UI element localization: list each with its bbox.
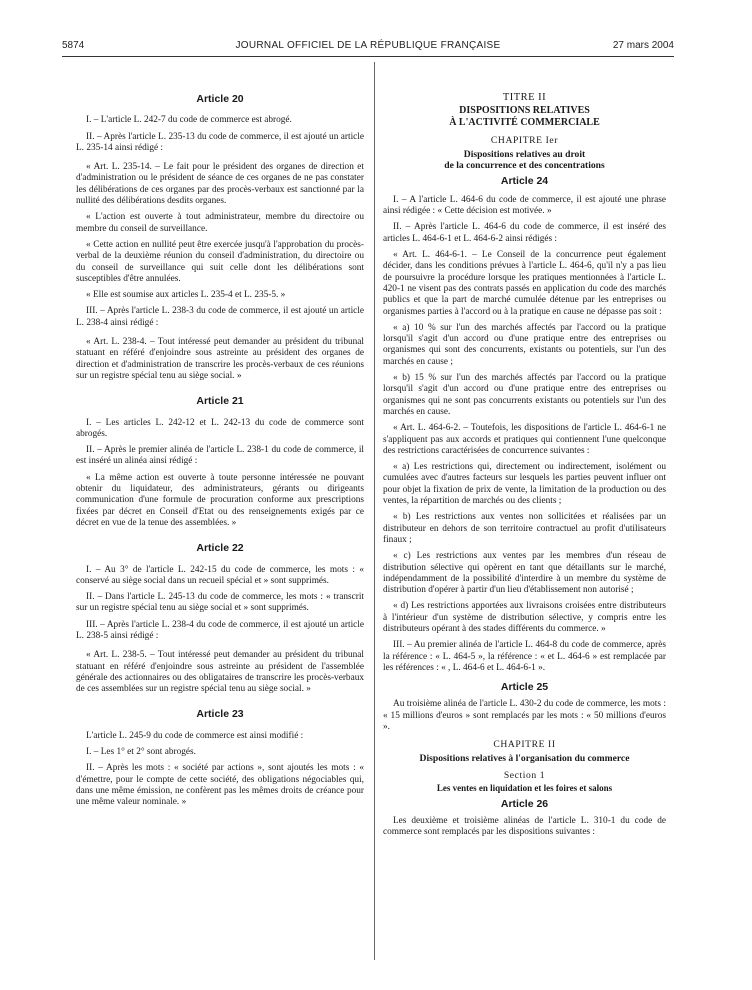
article-21-heading: Article 21	[196, 395, 244, 408]
chapter-2-subtitle: Dispositions relatives à l'organisation du commerce	[419, 752, 630, 764]
chapter-1-heading: CHAPITRE Ier	[490, 135, 559, 147]
paragraph: III. – Après l'article L. 238-4 du code de commerce, il est ajouté un article L. 238-5 ainsi rédigé :	[76, 619, 364, 641]
chapter-2-heading: CHAPITRE II	[493, 739, 556, 751]
article-23-heading: Article 23	[196, 708, 244, 721]
paragraph: « Art. L. 235-14. – Le fait pour le président des organes de direction et d'administration ou le président de séance de ces organes de ne pas constater les délibérations de ces organes par des procès-verbaux est sanctionné par la nullité des délibérations desdits organes.	[76, 162, 364, 207]
paragraph: « a) Les restrictions qui, directement ou indirectement, isolément ou cumulées avec d'autres facteurs sur lesquels les parties peuvent influer ont pour objet la fixation de prix de vente, la limitation de la production ou des ventes, la répartition de marchés ou des clients ;	[383, 462, 666, 507]
section-1-subtitle: Les ventes en liquidation et les foires et salons	[436, 783, 613, 794]
section-1-heading: Section 1	[503, 770, 546, 782]
paragraph: I. – Les 1° et 2° sont abrogés.	[86, 747, 196, 758]
paragraph: I. – L'article L. 242-7 du code de commerce est abrogé.	[86, 115, 292, 126]
paragraph: « c) Les restrictions aux ventes par les membres d'un réseau de distribution sélective qui opèrent en tant que détaillants sur le marché, indépendamment de la possibilité d'interdire à un membre du système de distribution d'opérer à partir d'un lieu d'établissement non autorisé ;	[383, 551, 666, 596]
paragraph: « Art. L. 464-6-1. – Le Conseil de la concurrence peut également décider, dans les conditions prévues à l'article L. 464-6, qu'il n'y a pas lieu de poursuivre la procédure lorsque les pratiques mentionnées à l'article L. 420-1 ne visent pas des contrats passés en application du code des marchés publics et que la part de marché cumulée détenue par les entreprises ou organismes parties à l'accord ou à la pratique en cause ne dépasse pas soit :	[383, 250, 666, 317]
paragraph: « a) 10 % sur l'un des marchés affectés par l'accord ou la pratique lorsqu'il s'agit d'un accord ou d'une pratique entre des entreprises ou organismes qui sont des concurrents, existants ou potentiels, sur l'un des marchés en cause ;	[383, 322, 666, 367]
paragraph: « Art. L. 464-6-2. – Toutefois, les dispositions de l'article L. 464-6-1 ne s'appliquent pas aux accords et pratiques qui contiennent l'une quelconque des restrictions caractérisées de concurrence suivantes :	[383, 423, 666, 456]
paragraph: III. – Après l'article L. 238-3 du code de commerce, il est ajouté un article L. 238-4 ainsi rédigé :	[76, 306, 364, 328]
paragraph: « Cette action en nullité peut être exercée jusqu'à l'approbation du procès-verbal de la deuxième réunion du conseil d'administration, du directoire ou du conseil de surveillance qui suit celle dont les délibérations sont susceptibles d'être annulées.	[76, 239, 364, 284]
paragraph: I. – A l'article L. 464-6 du code de commerce, il est ajouté une phrase ainsi rédigée : « Cette décision est motivée. »	[383, 194, 666, 217]
titre-subtitle-line: DISPOSITIONS RELATIVES	[459, 105, 590, 117]
titre-heading: TITRE II	[502, 92, 547, 103]
article-22-heading: Article 22	[196, 542, 244, 555]
page-header	[62, 40, 674, 54]
paragraph: L'article L. 245-9 du code de commerce est ainsi modifié :	[86, 730, 304, 741]
paragraph: II. – Après l'article L. 464-6 du code de commerce, il est inséré des articles L. 464-6-1 et L. 464-6-2 ainsi rédigés :	[383, 222, 666, 244]
journal-title: JOURNAL OFFICIEL DE LA RÉPUBLIQUE FRANÇAISE	[235, 40, 501, 51]
paragraph: « L'action est ouverte à tout administrateur, membre du directoire ou membre du conseil de surveillance.	[76, 212, 364, 234]
paragraph: « Elle est soumise aux articles L. 235-4 et L. 235-5. »	[86, 290, 286, 301]
paragraph: « b) Les restrictions aux ventes non sollicitées et réalisées par un distributeur en dehors de son territoire contractuel au profit d'utilisateurs finaux ;	[383, 512, 666, 545]
paragraph: « d) Les restrictions apportées aux livraisons croisées entre distributeurs à l'intérieur d'un système de distribution sélective, y compris entre les distributeurs opérant à des stades différents du commerce. »	[383, 601, 666, 634]
paragraph: Au troisième alinéa de l'article L. 430-2 du code de commerce, les mots : « 15 millions d'euros » sont remplacés par les mots : « 50 millions d'euros ».	[383, 699, 666, 733]
header-rule	[62, 56, 674, 57]
paragraph: I. – Les articles L. 242-12 et L. 242-13 du code de commerce sont abrogés.	[76, 417, 364, 439]
article-26-heading: Article 26	[500, 797, 549, 810]
titre-subtitle-line: À L'ACTIVITÉ COMMERCIALE	[449, 117, 600, 129]
paragraph: « Art. L. 238-4. – Tout intéressé peut demander au président du tribunal statuant en référé d'enjoindre sous astreinte au président des organes de direction et d'administration de transcrire les procès-verbaux de ces réunions sur un registre spécial tenu au siège social. »	[76, 337, 364, 381]
chapter-subtitle-line: de la concurrence et des concentrations	[444, 160, 605, 172]
titre-subtitle	[383, 105, 666, 129]
paragraph: « b) 15 % sur l'un des marchés affectés par l'accord ou la pratique lorsqu'il s'agit d'un accord ou d'une pratique entre des entreprises ou organismes qui ne sont pas concurrents existants ou potentiels sur l'un des marchés en cause.	[383, 373, 666, 417]
paragraph: Les deuxième et troisième alinéas de l'article L. 310-1 du code de commerce sont remplacés par les dispositions suivantes :	[383, 816, 666, 838]
page-number: 5874	[62, 40, 85, 51]
left-column	[76, 72, 364, 814]
article-25-heading: Article 25	[500, 681, 549, 694]
paragraph: III. – Au premier alinéa de l'article L. 464-8 du code de commerce, après la référence : « L. 464-5 », la référence : « et L. 464-6 » est remplacée par les références : « , L. 464-6 et L. 464-6-1 ».	[383, 640, 666, 673]
article-24-heading: Article 24	[500, 174, 549, 187]
paragraph: II. – Dans l'article L. 245-13 du code de commerce, les mots : « transcrit sur un registre spécial tenu au siège social et » sont supprimés.	[76, 592, 364, 614]
chapter-subtitle-line: Dispositions relatives au droit	[463, 148, 586, 160]
paragraph: II. – Après les mots : « société par actions », sont ajoutés les mots : « d'émettre, pour le compte de cette société, des obligations négociables qui, dans une même émission, ne confèrent pas les mêmes droits de créance pour une même valeur nominale. »	[76, 763, 364, 808]
paragraph: I. – Au 3° de l'article L. 242-15 du code de commerce, les mots : « conservé au siège social dans un recueil spécial et » sont supprimés.	[76, 564, 364, 586]
column-divider	[374, 62, 375, 960]
paragraph: « La même action est ouverte à toute personne intéressée ne pouvant obtenir du liquidateur, des administrateurs, gérants ou dirigeants communication d'une formule de procuration conforme aux prescriptions fixées par décret en Conseil d'Etat ou des renseignements exigés par ce décret en vue de la tenue des assemblées. »	[76, 472, 364, 528]
paragraph: II. – Après le premier alinéa de l'article L. 238-1 du code de commerce, il est inséré un alinéa ainsi rédigé :	[76, 445, 364, 467]
chapter-1-subtitle	[383, 149, 666, 172]
publication-date: 27 mars 2004	[612, 40, 674, 51]
paragraph: « Art. L. 238-5. – Tout intéressé peut demander au président du tribunal statuant en référé d'enjoindre sous astreinte au président de l'assemblée générale des actionnaires ou des obligataires de transcrire les procès-verbaux de ces assemblées sur un registre spécial tenu au siège social. »	[76, 650, 364, 695]
paragraph: II. – Après l'article L. 235-13 du code de commerce, il est ajouté un article L. 235-14 ainsi rédigé :	[76, 131, 364, 153]
article-20-heading: Article 20	[196, 93, 244, 105]
right-column	[383, 72, 666, 844]
